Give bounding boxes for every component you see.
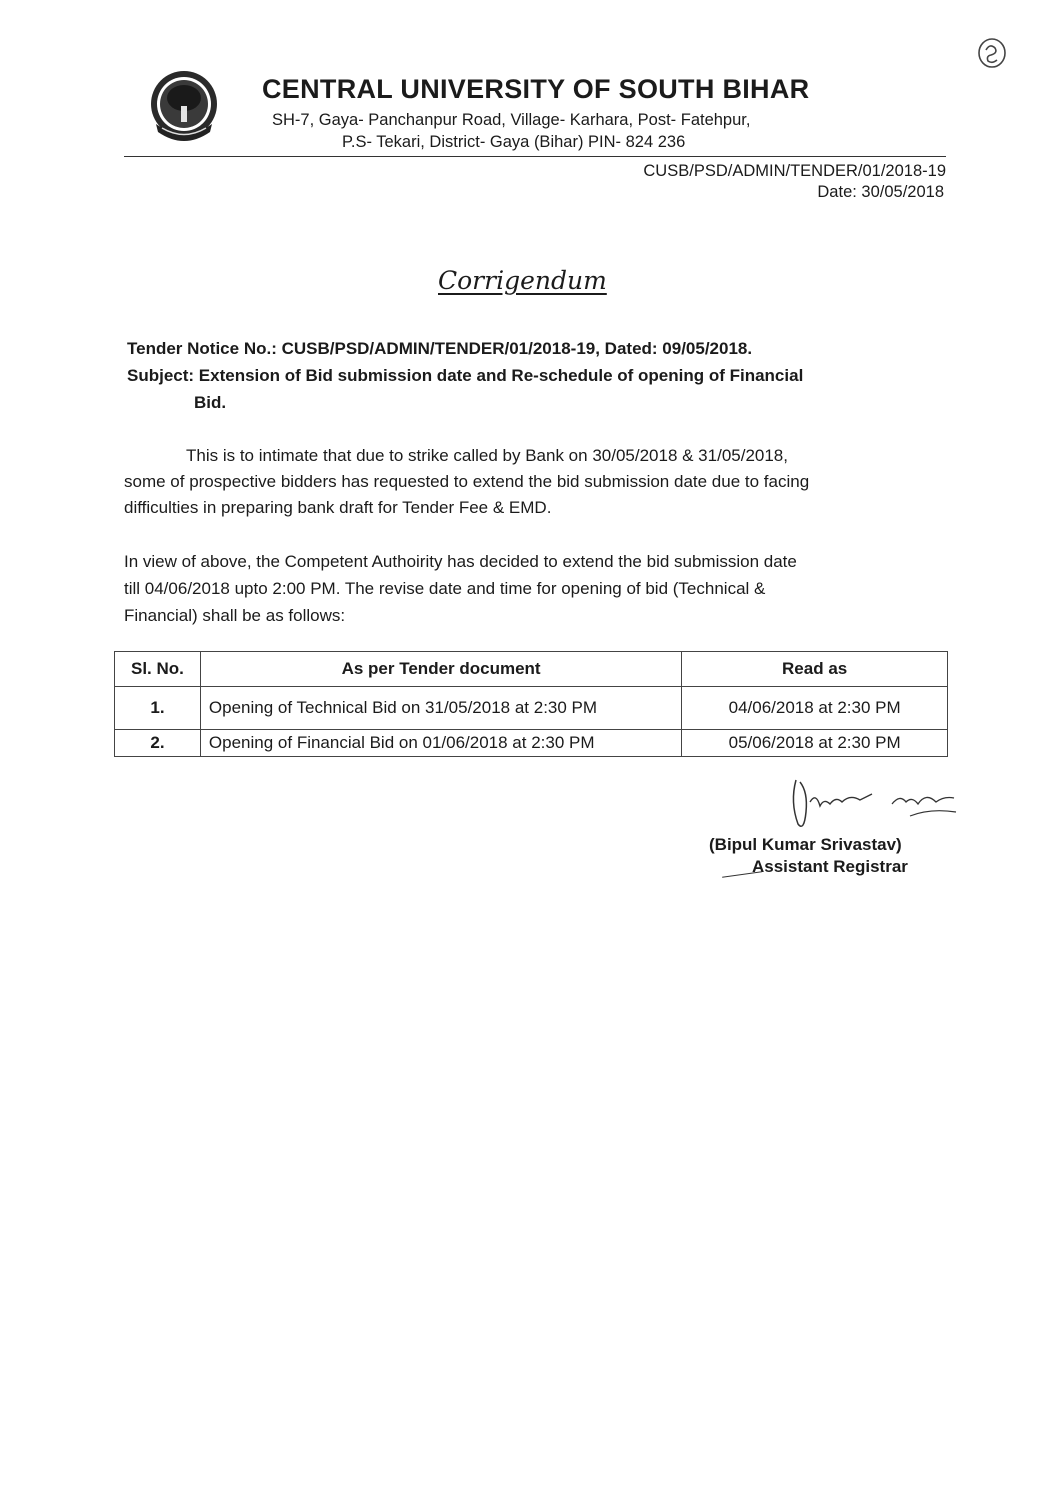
paragraph-2-line-2: till 04/06/2018 upto 2:00 PM. The revise date and time for opening of bid (Technical & [124,579,766,598]
table-row [115,687,948,730]
cell-read-as: 05/06/2018 at 2:30 PM [682,730,948,757]
cell-sl-no: 1. [115,687,201,730]
table-row [115,730,948,757]
tender-notice-line: Tender Notice No.: CUSB/PSD/ADMIN/TENDER/01/2018-19, Dated: 09/05/2018. [127,339,753,358]
subject-line: Subject: Extension of Bid submission date and Re-schedule of opening of Financial [127,366,804,385]
cell-tender-document: Opening of Technical Bid on 31/05/2018 at 2:30 PM [200,687,681,730]
cell-sl-no: 2. [115,730,201,757]
schedule-table [114,651,948,757]
column-header-sl-no: Sl. No. [115,652,201,687]
header-divider [124,156,946,157]
column-header-read-as: Read as [682,652,948,687]
handwritten-signature [760,772,970,842]
paragraph-1-line-3: difficulties in preparing bank draft for Tender Fee & EMD. [124,498,552,517]
paragraph-2-line-3: Financial) shall be as follows: [124,606,346,625]
signatory-designation: Assistant Registrar [752,857,908,876]
paragraph-1-line-1: This is to intimate that due to strike called by Bank on 30/05/2018 & 31/05/2018, [186,446,788,465]
signatory-name: (Bipul Kumar Srivastav) [709,835,902,854]
document-title: Corrigendum [438,266,607,295]
reference-number: CUSB/PSD/ADMIN/TENDER/01/2018-19 [643,162,946,180]
paragraph-2-line-1: In view of above, the Competent Authoirity has decided to extend the bid submission date [124,552,797,571]
page-number-mark-icon [976,36,1008,70]
cell-tender-document: Opening of Financial Bid on 01/06/2018 at 2:30 PM [200,730,681,757]
cell-read-as: 04/06/2018 at 2:30 PM [682,687,948,730]
address-line-2: P.S- Tekari, District- Gaya (Bihar) PIN- 824 236 [342,133,686,151]
paragraph-1-line-2: some of prospective bidders has requested to extend the bid submission date due to facing [124,472,810,491]
address-line-1: SH-7, Gaya- Panchanpur Road, Village- Karhara, Post- Fatehpur, [272,111,751,129]
table-header-row [115,652,948,687]
column-header-tender-document: As per Tender document [200,652,681,687]
university-logo [148,68,220,148]
subject-continuation: Bid. [194,393,227,412]
document-date: Date: 30/05/2018 [817,183,944,201]
university-name: CENTRAL UNIVERSITY OF SOUTH BIHAR [262,74,810,104]
